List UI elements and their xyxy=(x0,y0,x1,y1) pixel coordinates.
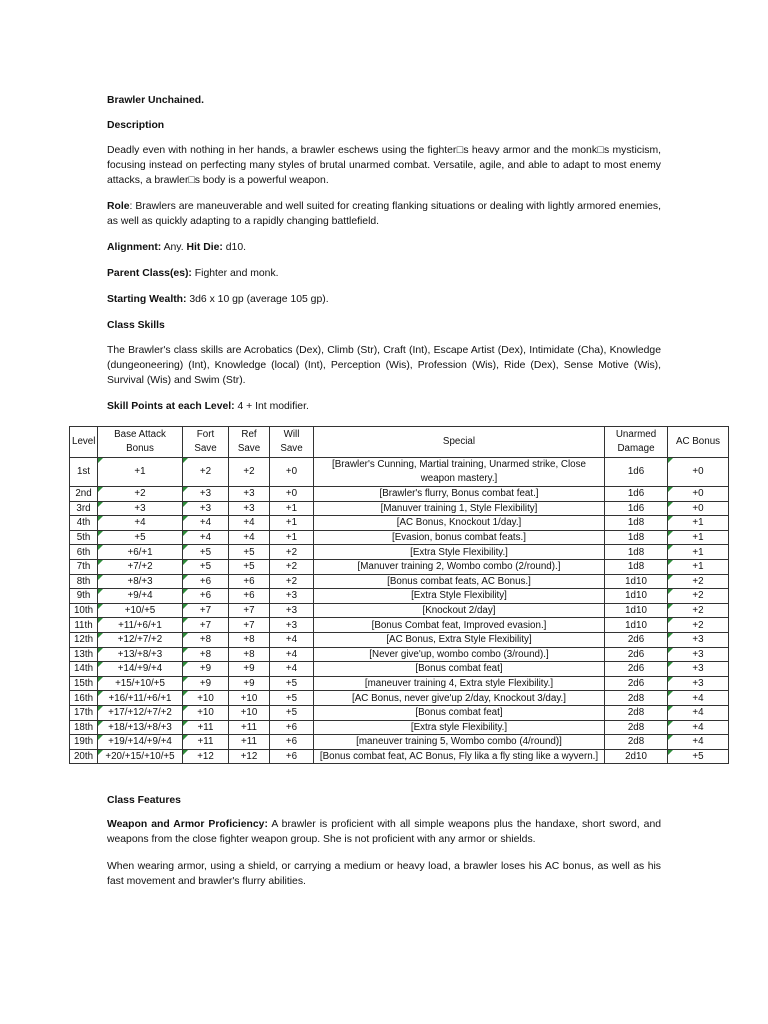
alignment-label: Alignment: xyxy=(107,242,162,253)
cell-will-save: +2 xyxy=(270,574,314,589)
cell-base-attack-bonus: +13/+8/+3 xyxy=(98,647,183,662)
cell-unarmed-damage: 1d10 xyxy=(605,603,668,618)
cell-base-attack-bonus: +18/+13/+8/+3 xyxy=(98,720,183,735)
cell-base-attack-bonus: +14/+9/+4 xyxy=(98,662,183,677)
cell-ref-save: +3 xyxy=(229,501,270,516)
cell-fort-save: +6 xyxy=(183,589,229,604)
cell-unarmed-damage: 2d6 xyxy=(605,632,668,647)
cell-special: [Extra Style Flexibility] xyxy=(314,589,605,604)
weapon-label: Weapon and Armor Proficiency: xyxy=(107,819,268,830)
header-level: Level xyxy=(70,427,98,458)
cell-unarmed-damage: 1d10 xyxy=(605,618,668,633)
cell-special: [maneuver training 4, Extra style Flexibility.] xyxy=(314,676,605,691)
cell-special: [Manuver training 1, Style Flexibility] xyxy=(314,501,605,516)
cell-base-attack-bonus: +20/+15/+10/+5 xyxy=(98,749,183,764)
cell-will-save: +4 xyxy=(270,632,314,647)
cell-fort-save: +8 xyxy=(183,632,229,647)
header-will-save: Will Save xyxy=(270,427,314,458)
cell-base-attack-bonus: +17/+12/+7/+2 xyxy=(98,705,183,720)
cell-special: [AC Bonus, Knockout 1/day.] xyxy=(314,516,605,531)
cell-level: 15th xyxy=(70,676,98,691)
cell-unarmed-damage: 1d8 xyxy=(605,545,668,560)
cell-ac-bonus: +5 xyxy=(668,749,729,764)
header-fort-save: Fort Save xyxy=(183,427,229,458)
cell-ac-bonus: +4 xyxy=(668,705,729,720)
wealth-value: 3d6 x 10 gp (average 105 gp). xyxy=(186,294,329,305)
cell-level: 3rd xyxy=(70,501,98,516)
cell-fort-save: +10 xyxy=(183,705,229,720)
cell-will-save: +0 xyxy=(270,487,314,502)
cell-ref-save: +7 xyxy=(229,618,270,633)
class-features-heading: Class Features xyxy=(107,795,181,806)
cell-unarmed-damage: 1d8 xyxy=(605,516,668,531)
cell-ref-save: +5 xyxy=(229,545,270,560)
cell-ref-save: +11 xyxy=(229,735,270,750)
cell-fort-save: +9 xyxy=(183,662,229,677)
table-row xyxy=(70,632,729,647)
cell-level: 7th xyxy=(70,559,98,574)
cell-ref-save: +6 xyxy=(229,589,270,604)
table-row xyxy=(70,458,729,487)
table-row xyxy=(70,691,729,706)
cell-ac-bonus: +3 xyxy=(668,632,729,647)
cell-special: [Never give'up, wombo combo (3/round).] xyxy=(314,647,605,662)
cell-unarmed-damage: 1d8 xyxy=(605,559,668,574)
table-row xyxy=(70,603,729,618)
cell-ref-save: +8 xyxy=(229,632,270,647)
cell-unarmed-damage: 2d8 xyxy=(605,720,668,735)
cell-ac-bonus: +2 xyxy=(668,618,729,633)
cell-ac-bonus: +1 xyxy=(668,545,729,560)
cell-will-save: +0 xyxy=(270,458,314,487)
cell-special: [Extra style Flexibility.] xyxy=(314,720,605,735)
cell-fort-save: +2 xyxy=(183,458,229,487)
header-unarmed-damage: Unarmed Damage xyxy=(605,427,668,458)
cell-base-attack-bonus: +7/+2 xyxy=(98,559,183,574)
cell-level: 5th xyxy=(70,530,98,545)
cell-will-save: +3 xyxy=(270,618,314,633)
cell-special: [Bonus combat feat, AC Bonus, Fly lika a fly sting like a wyvern.] xyxy=(314,749,605,764)
cell-will-save: +6 xyxy=(270,749,314,764)
level-progression-table xyxy=(69,426,729,764)
cell-level: 10th xyxy=(70,603,98,618)
cell-ref-save: +5 xyxy=(229,559,270,574)
class-skills-heading: Class Skills xyxy=(107,320,165,331)
cell-fort-save: +5 xyxy=(183,559,229,574)
table-header-row xyxy=(70,427,729,458)
cell-fort-save: +7 xyxy=(183,618,229,633)
cell-level: 12th xyxy=(70,632,98,647)
cell-ref-save: +9 xyxy=(229,662,270,677)
cell-ac-bonus: +3 xyxy=(668,647,729,662)
cell-base-attack-bonus: +5 xyxy=(98,530,183,545)
alignment-value: Any. xyxy=(161,242,184,253)
cell-will-save: +5 xyxy=(270,676,314,691)
cell-will-save: +6 xyxy=(270,735,314,750)
cell-fort-save: +10 xyxy=(183,691,229,706)
cell-will-save: +4 xyxy=(270,647,314,662)
cell-base-attack-bonus: +2 xyxy=(98,487,183,502)
cell-ref-save: +10 xyxy=(229,691,270,706)
document-title: Brawler Unchained. xyxy=(107,95,205,106)
cell-level: 20th xyxy=(70,749,98,764)
cell-level: 14th xyxy=(70,662,98,677)
cell-unarmed-damage: 1d8 xyxy=(605,530,668,545)
role-paragraph xyxy=(107,199,661,229)
cell-ac-bonus: +2 xyxy=(668,603,729,618)
cell-unarmed-damage: 1d10 xyxy=(605,574,668,589)
role-text: : Brawlers are maneuverable and well suited for creating flanking situations or dealing with lightly armored enemies, as well as quickly adapting to a rapidly changing battlefield. xyxy=(107,201,661,227)
cell-unarmed-damage: 2d8 xyxy=(605,735,668,750)
table-row xyxy=(70,589,729,604)
parent-label: Parent Class(es): xyxy=(107,268,192,279)
table-row xyxy=(70,647,729,662)
cell-unarmed-damage: 1d6 xyxy=(605,501,668,516)
cell-special: [Bonus combat feats, AC Bonus.] xyxy=(314,574,605,589)
cell-fort-save: +4 xyxy=(183,516,229,531)
header-ac-bonus: AC Bonus xyxy=(668,427,729,458)
wealth-label: Starting Wealth: xyxy=(107,294,187,305)
table-row xyxy=(70,735,729,750)
cell-ac-bonus: +3 xyxy=(668,676,729,691)
cell-ref-save: +3 xyxy=(229,487,270,502)
cell-will-save: +3 xyxy=(270,589,314,604)
cell-fort-save: +6 xyxy=(183,574,229,589)
cell-ac-bonus: +1 xyxy=(668,530,729,545)
cell-base-attack-bonus: +15/+10/+5 xyxy=(98,676,183,691)
cell-special: [Evasion, bonus combat feats.] xyxy=(314,530,605,545)
cell-ac-bonus: +1 xyxy=(668,559,729,574)
cell-base-attack-bonus: +9/+4 xyxy=(98,589,183,604)
cell-unarmed-damage: 2d6 xyxy=(605,662,668,677)
cell-will-save: +4 xyxy=(270,662,314,677)
cell-ac-bonus: +2 xyxy=(668,574,729,589)
cell-special: [Extra Style Flexibility.] xyxy=(314,545,605,560)
cell-level: 19th xyxy=(70,735,98,750)
cell-will-save: +5 xyxy=(270,705,314,720)
cell-level: 2nd xyxy=(70,487,98,502)
class-skills-text: The Brawler's class skills are Acrobatics (Dex), Climb (Str), Craft (Int), Escape Artist (Dex), Intimidate (Cha), Knowledge (dungeoneering) (Int), Knowledge (local) (Int), Perception (Wis), Profession (Wis), Ride (Dex), Sense Motive (Wis), Survival (Wis) and Swim (Str). xyxy=(107,345,661,386)
cell-level: 11th xyxy=(70,618,98,633)
cell-special: [AC Bonus, never give'up 2/day, Knockout 3/day.] xyxy=(314,691,605,706)
cell-will-save: +1 xyxy=(270,501,314,516)
cell-unarmed-damage: 1d6 xyxy=(605,458,668,487)
cell-ref-save: +6 xyxy=(229,574,270,589)
cell-level: 13th xyxy=(70,647,98,662)
cell-base-attack-bonus: +16/+11/+6/+1 xyxy=(98,691,183,706)
cell-base-attack-bonus: +10/+5 xyxy=(98,603,183,618)
cell-base-attack-bonus: +11/+6/+1 xyxy=(98,618,183,633)
cell-special: [maneuver training 5, Wombo combo (4/round)] xyxy=(314,735,605,750)
cell-ac-bonus: +4 xyxy=(668,735,729,750)
cell-will-save: +5 xyxy=(270,691,314,706)
cell-ref-save: +2 xyxy=(229,458,270,487)
cell-special: [AC Bonus, Extra Style Flexibility] xyxy=(314,632,605,647)
cell-ac-bonus: +4 xyxy=(668,720,729,735)
weapon-text: A brawler is proficient with all simple weapons plus the handaxe, short sword, and weapons from the close fighter weapon group. She is not proficient with any armor or shields. xyxy=(107,819,661,845)
table-row xyxy=(70,618,729,633)
cell-will-save: +6 xyxy=(270,720,314,735)
cell-fort-save: +4 xyxy=(183,530,229,545)
cell-level: 17th xyxy=(70,705,98,720)
cell-base-attack-bonus: +3 xyxy=(98,501,183,516)
cell-ac-bonus: +2 xyxy=(668,589,729,604)
cell-ref-save: +4 xyxy=(229,516,270,531)
hitdie-value: d10. xyxy=(222,242,246,253)
table-row xyxy=(70,530,729,545)
cell-ac-bonus: +0 xyxy=(668,487,729,502)
cell-level: 8th xyxy=(70,574,98,589)
cell-level: 1st xyxy=(70,458,98,487)
cell-level: 4th xyxy=(70,516,98,531)
cell-special: [Brawler's Cunning, Martial training, Unarmed strike, Close weapon mastery.] xyxy=(314,458,605,487)
cell-ac-bonus: +0 xyxy=(668,501,729,516)
cell-base-attack-bonus: +12/+7/+2 xyxy=(98,632,183,647)
cell-fort-save: +3 xyxy=(183,501,229,516)
cell-ref-save: +4 xyxy=(229,530,270,545)
cell-special: [Brawler's flurry, Bonus combat feat.] xyxy=(314,487,605,502)
cell-unarmed-damage: 2d8 xyxy=(605,691,668,706)
table-row xyxy=(70,501,729,516)
cell-ac-bonus: +4 xyxy=(668,691,729,706)
description-heading: Description xyxy=(107,120,165,131)
cell-level: 16th xyxy=(70,691,98,706)
header-special: Special xyxy=(314,427,605,458)
parent-class-paragraph xyxy=(107,266,661,281)
table-row xyxy=(70,559,729,574)
cell-special: [Bonus Combat feat, Improved evasion.] xyxy=(314,618,605,633)
cell-unarmed-damage: 2d6 xyxy=(605,676,668,691)
cell-level: 9th xyxy=(70,589,98,604)
table-row xyxy=(70,749,729,764)
skill-points-label: Skill Points at each Level: xyxy=(107,401,235,412)
description-text: Deadly even with nothing in her hands, a brawler eschews using the fighter□s heavy armor and the monk□s mysticism, focusing instead on perfecting many styles of brutal unarmed combat. Versatile, agile, and able to adapt to most enemy attacks, a brawler□s body is a powerful weapon. xyxy=(107,145,661,186)
table-row xyxy=(70,545,729,560)
cell-ref-save: +9 xyxy=(229,676,270,691)
cell-will-save: +2 xyxy=(270,545,314,560)
cell-special: [Bonus combat feat] xyxy=(314,662,605,677)
header-ref-save: Ref Save xyxy=(229,427,270,458)
cell-will-save: +3 xyxy=(270,603,314,618)
cell-unarmed-damage: 2d8 xyxy=(605,705,668,720)
table-row xyxy=(70,574,729,589)
header-base-attack-bonus: Base Attack Bonus xyxy=(98,427,183,458)
cell-base-attack-bonus: +4 xyxy=(98,516,183,531)
cell-fort-save: +5 xyxy=(183,545,229,560)
table-row xyxy=(70,720,729,735)
cell-fort-save: +11 xyxy=(183,720,229,735)
cell-unarmed-damage: 2d10 xyxy=(605,749,668,764)
cell-fort-save: +12 xyxy=(183,749,229,764)
cell-fort-save: +3 xyxy=(183,487,229,502)
table-row xyxy=(70,487,729,502)
cell-will-save: +1 xyxy=(270,516,314,531)
cell-ref-save: +12 xyxy=(229,749,270,764)
cell-ref-save: +11 xyxy=(229,720,270,735)
table-row xyxy=(70,705,729,720)
cell-ac-bonus: +0 xyxy=(668,458,729,487)
wealth-paragraph xyxy=(107,292,661,307)
cell-ac-bonus: +1 xyxy=(668,516,729,531)
cell-level: 6th xyxy=(70,545,98,560)
cell-base-attack-bonus: +8/+3 xyxy=(98,574,183,589)
cell-unarmed-damage: 1d6 xyxy=(605,487,668,502)
hitdie-label: Hit Die: xyxy=(186,242,223,253)
cell-special: [Knockout 2/day] xyxy=(314,603,605,618)
skill-points-value: 4 + Int modifier. xyxy=(234,401,309,412)
cell-base-attack-bonus: +1 xyxy=(98,458,183,487)
cell-special: [Manuver training 2, Wombo combo (2/round).] xyxy=(314,559,605,574)
cell-fort-save: +8 xyxy=(183,647,229,662)
parent-value: Fighter and monk. xyxy=(191,268,279,279)
cell-unarmed-damage: 2d6 xyxy=(605,647,668,662)
weapon-proficiency-paragraph xyxy=(107,817,661,847)
cell-will-save: +2 xyxy=(270,559,314,574)
cell-ref-save: +10 xyxy=(229,705,270,720)
cell-ref-save: +7 xyxy=(229,603,270,618)
cell-fort-save: +11 xyxy=(183,735,229,750)
cell-level: 18th xyxy=(70,720,98,735)
table-row xyxy=(70,662,729,677)
cell-base-attack-bonus: +19/+14/+9/+4 xyxy=(98,735,183,750)
cell-fort-save: +7 xyxy=(183,603,229,618)
table-row xyxy=(70,676,729,691)
cell-ref-save: +8 xyxy=(229,647,270,662)
cell-fort-save: +9 xyxy=(183,676,229,691)
cell-will-save: +1 xyxy=(270,530,314,545)
cell-base-attack-bonus: +6/+1 xyxy=(98,545,183,560)
cell-ac-bonus: +3 xyxy=(668,662,729,677)
cell-unarmed-damage: 1d10 xyxy=(605,589,668,604)
skill-points-paragraph xyxy=(107,399,661,414)
role-label: Role xyxy=(107,201,130,212)
armor-paragraph: When wearing armor, using a shield, or carrying a medium or heavy load, a brawler loses his AC bonus, as well as his fast movement and brawler's flurry abilities. xyxy=(107,861,661,887)
alignment-paragraph xyxy=(107,240,661,255)
table-row xyxy=(70,516,729,531)
cell-special: [Bonus combat feat] xyxy=(314,705,605,720)
